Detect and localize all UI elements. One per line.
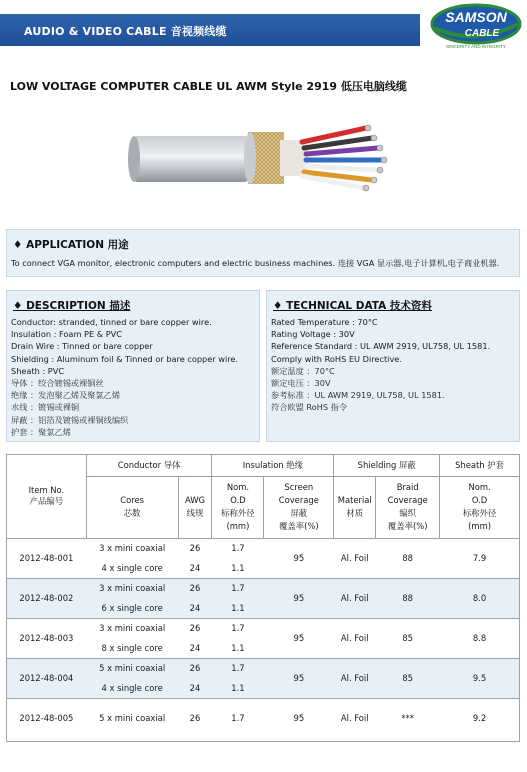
samson-cable-logo (428, 2, 524, 50)
description-line: Insulation : Foam PE & PVC (11, 329, 122, 340)
awg-cell: 24 (178, 678, 212, 698)
logo-brand: SAMSON (445, 9, 507, 25)
application-text: To connect VGA monitor, electronic computers and electric business machines. 连接 VGA 显示器,电子计算机,电子商业机器. (11, 258, 500, 268)
item-no: 2012-48-005 (7, 698, 87, 738)
technical-line: Rating Voltage : 30V (271, 329, 355, 340)
sheath-od-cell: 7.9 (440, 538, 520, 578)
logo-sub: CABLE (464, 28, 500, 39)
technical-text (271, 316, 490, 414)
screen-coverage-cell: 95 (264, 698, 334, 738)
technical-line: 额定温度 ：70°C (271, 365, 335, 376)
cable-cross-section-illustration (120, 118, 410, 198)
braid-coverage-cell: 88 (376, 578, 440, 618)
cores-cell: 6 x single core (86, 598, 178, 618)
od-cell: 1.1 (212, 678, 264, 698)
cores-cell: 4 x single core (86, 678, 178, 698)
cores-cell: 3 x mini coaxial (86, 618, 178, 638)
col-material: Material 材质 (334, 476, 376, 538)
description-text (11, 316, 238, 438)
group-shielding: Shielding 屏蔽 (334, 454, 440, 476)
technical-line: Rated Temperature : 70°C (271, 317, 378, 327)
awg-cell: 26 (178, 698, 212, 738)
header-bar (0, 14, 420, 46)
material-cell: Al. Foil (334, 538, 376, 578)
cores-cell: 8 x single core (86, 638, 178, 658)
braid-coverage-cell: *** (376, 698, 440, 738)
cores-cell: 5 x mini coaxial (86, 658, 178, 678)
awg-cell: 26 (178, 658, 212, 678)
header-title: AUDIO & VIDEO CABLE 音视频线缆 (24, 25, 227, 38)
sheath-od-cell: 8.8 (440, 618, 520, 658)
col-sheath-od: Nom. O.D 标称外径 (mm) (440, 476, 520, 538)
group-insulation: Insulation 绝缘 (212, 454, 334, 476)
braid-coverage-cell: 85 (376, 618, 440, 658)
screen-coverage-cell: 95 (264, 538, 334, 578)
od-cell: 1.1 (212, 558, 264, 578)
technical-heading: ♦ TECHNICAL DATA 技术资料 (273, 300, 432, 312)
description-line: Sheath : PVC (11, 365, 65, 376)
description-line: 导体 ：绞合镀锡或裸铜丝 (11, 378, 104, 389)
logo-tagline: SINCERITY AND INTEGRITY (446, 44, 506, 49)
cores-cell: 3 x mini coaxial (86, 578, 178, 598)
awg-cell: 24 (178, 598, 212, 618)
group-conductor: Conductor 导体 (86, 454, 212, 476)
sheath-od-cell: 9.5 (440, 658, 520, 698)
od-cell: 1.7 (212, 658, 264, 678)
awg-cell: 24 (178, 638, 212, 658)
awg-cell: 26 (178, 578, 212, 598)
technical-line: Reference Standard : UL AWM 2919, UL758, UL 1581. (271, 341, 491, 352)
group-sheath: Sheath 护套 (440, 454, 520, 476)
description-heading: ♦ DESCRIPTION 描述 (13, 300, 131, 312)
description-line: Conductor: stranded, tinned or bare copper wire. (11, 317, 212, 327)
col-braid-coverage: Braid Coverage 编织 覆盖率(%) (376, 476, 440, 538)
cores-cell: 5 x mini coaxial (86, 698, 178, 738)
item-no: 2012-48-001 (7, 538, 87, 578)
awg-cell: 26 (178, 618, 212, 638)
description-line: 屏蔽 ：铝箔及镀锡或裸铜线编织 (11, 414, 129, 425)
awg-cell: 24 (178, 558, 212, 578)
od-cell: 1.1 (212, 638, 264, 658)
cores-cell: 4 x single core (86, 558, 178, 578)
item-no: 2012-48-004 (7, 658, 87, 698)
technical-line: 符合欧盟 RoHS 指令 (271, 402, 348, 413)
braid-coverage-cell: 88 (376, 538, 440, 578)
sheath-od-cell: 8.0 (440, 578, 520, 618)
material-cell: Al. Foil (334, 658, 376, 698)
description-line: Drain Wire : Tinned or bare copper (11, 341, 153, 352)
page-title: LOW VOLTAGE COMPUTER CABLE UL AWM Style 2919 低压电脑线缆 (10, 80, 407, 93)
description-line: 护套 ：聚氯乙烯 (11, 426, 71, 437)
col-nom-od: Nom. O.D 标称外径 (mm) (212, 476, 264, 538)
application-heading: ♦ APPLICATION 用途 (13, 239, 129, 251)
specification-table (6, 454, 520, 738)
od-cell: 1.7 (212, 698, 264, 738)
screen-coverage-cell: 95 (264, 578, 334, 618)
technical-line: 额定电压 ：30V (271, 378, 331, 389)
screen-coverage-cell: 95 (264, 658, 334, 698)
col-item-no: Item No. 产品编号 (7, 454, 87, 538)
cores-cell: 3 x mini coaxial (86, 538, 178, 558)
description-section (6, 290, 260, 442)
material-cell: Al. Foil (334, 618, 376, 658)
item-no: 2012-48-002 (7, 578, 87, 618)
col-screen-coverage: Screen Coverage 屏蔽 覆盖率(%) (264, 476, 334, 538)
description-line: Shielding : Aluminum foil & Tinned or bare copper wire. (11, 353, 239, 364)
material-cell: Al. Foil (334, 698, 376, 738)
description-line: 水线 ：镀锡或裸铜 (11, 402, 80, 413)
material-cell: Al. Foil (334, 578, 376, 618)
technical-line: Comply with RoHS EU Directive. (271, 353, 402, 364)
description-line: 绝缘 ：发泡聚乙烯及聚氯乙烯 (11, 390, 121, 401)
col-cores: Cores 芯数 (86, 476, 178, 538)
sheath-od-cell: 9.2 (440, 698, 520, 738)
col-awg: AWG 线规 (178, 476, 212, 538)
awg-cell: 26 (178, 538, 212, 558)
application-section (6, 229, 520, 277)
item-no: 2012-48-003 (7, 618, 87, 658)
braid-coverage-cell: 85 (376, 658, 440, 698)
screen-coverage-cell: 95 (264, 618, 334, 658)
technical-line: 参考标准 ：UL AWM 2919, UL758, UL 1581. (271, 390, 445, 401)
od-cell: 1.7 (212, 618, 264, 638)
technical-data-section (266, 290, 520, 442)
od-cell: 1.7 (212, 578, 264, 598)
od-cell: 1.1 (212, 598, 264, 618)
od-cell: 1.7 (212, 538, 264, 558)
